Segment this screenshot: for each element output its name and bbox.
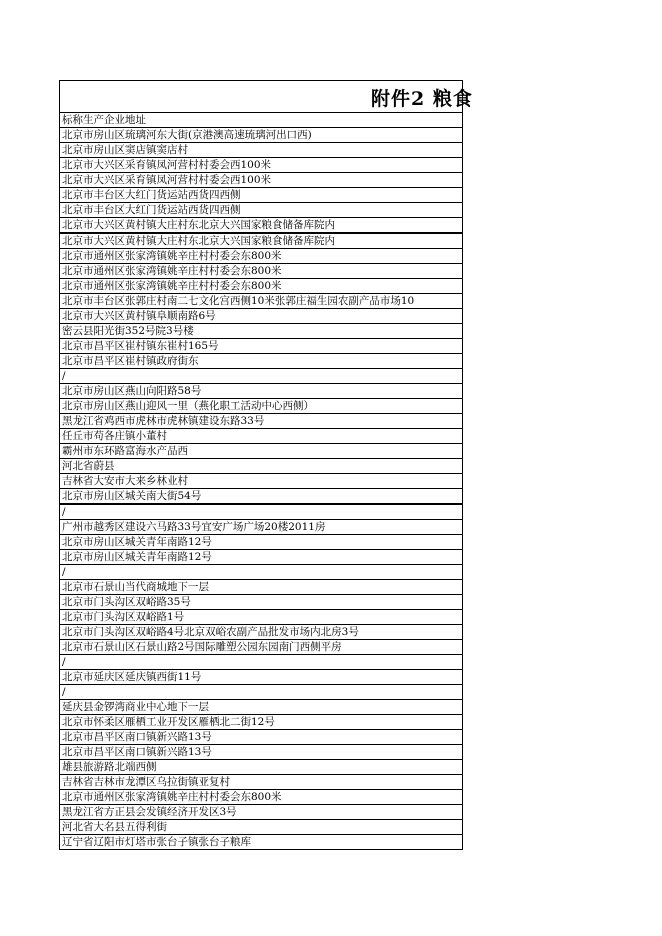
table-row[interactable]: 北京市门头沟区双峪路35号 — [60, 595, 462, 610]
spreadsheet-table — [59, 80, 473, 850]
table-row[interactable]: / — [60, 685, 462, 700]
column-header-address[interactable]: 标称生产企业地址 — [60, 113, 462, 128]
table-row[interactable]: 北京市昌平区崔村镇东崔村165号 — [60, 339, 462, 354]
table-row[interactable]: 北京市大兴区采育镇凤河营村村委会西100米 — [60, 173, 462, 188]
table-row[interactable]: 北京市门头沟区双峪路4号北京双峪农副产品批发市场内北房3号 — [60, 625, 462, 640]
table-row[interactable]: 吉林省吉林市龙潭区乌拉街镇亚复村 — [60, 775, 462, 790]
table-row[interactable]: / — [60, 565, 462, 580]
table-row[interactable]: 北京市昌平区南口镇新兴路13号 — [60, 730, 462, 745]
table-row[interactable]: 北京市房山区城关青年南路12号 — [60, 535, 462, 550]
table-row[interactable]: 北京市昌平区南口镇新兴路13号 — [60, 745, 462, 760]
table-row[interactable]: 北京市门头沟区双峪路1号 — [60, 610, 462, 625]
address-list — [60, 113, 462, 849]
table-row[interactable]: 广州市越秀区建设六马路33号宜安广场广场20楼2011房 — [60, 520, 462, 535]
table-row[interactable]: 北京市大兴区黄村镇大庄村东北京大兴国家粮食储备库院内 — [60, 234, 462, 249]
table-row[interactable]: 北京市怀柔区雁栖工业开发区雁栖北二街12号 — [60, 715, 462, 730]
table-row[interactable]: 霸州市东环路富海水产品西 — [60, 444, 462, 459]
table-row[interactable]: 北京市昌平区崔村镇政府街东 — [60, 354, 462, 369]
table-row[interactable]: 北京市大兴区黄村镇大庄村东北京大兴国家粮食储备库院内 — [60, 218, 462, 234]
table-row[interactable]: 雄县旅游路北端西侧 — [60, 760, 462, 775]
table-row[interactable]: 北京市房山区燕山向阳路58号 — [60, 384, 462, 399]
table-row[interactable]: 北京市丰台区大红门货运站西货四西侧 — [60, 188, 462, 203]
sheet-title: 附件2 粮食 — [371, 88, 473, 110]
table-row[interactable]: 北京市石景山当代商城地下一层 — [60, 580, 462, 595]
table-row[interactable]: 北京市房山区城关南大街54号 — [60, 489, 462, 505]
table-row[interactable]: 北京市大兴区黄村镇阜顺南路6号 — [60, 309, 462, 324]
table-row[interactable]: 密云县阳光街352号院3号楼 — [60, 324, 462, 339]
table-row[interactable]: / — [60, 505, 462, 520]
table-row[interactable]: 辽宁省辽阳市灯塔市张台子镇张台子粮库 — [62, 836, 251, 848]
table-row[interactable]: 河北省大名县五得利街 — [60, 820, 462, 835]
table-row[interactable]: 吉林省大安市大来乡林业村 — [60, 474, 462, 489]
table-row[interactable]: 北京市丰台区大红门货运站西货四西侧 — [60, 203, 462, 218]
table-row[interactable]: 黑龙江省鸡西市虎林市虎林镇建设东路33号 — [60, 414, 462, 429]
table-row[interactable]: 北京市房山区窦店镇窦店村 — [60, 143, 462, 158]
table-row[interactable]: 北京市房山区琉璃河东大街(京港澳高速琉璃河出口西) — [60, 128, 462, 143]
table-row[interactable]: 黑龙江省方正县会发镇经济开发区3号 — [60, 805, 462, 820]
table-row[interactable]: 北京市通州区张家湾镇姚辛庄村村委会东800米 — [60, 264, 462, 279]
title-row — [60, 81, 473, 113]
table-row[interactable]: 北京市石景山区石景山路2号国际雕塑公园东园南门西侧平房 — [60, 640, 462, 655]
table-row[interactable]: 北京市通州区张家湾镇姚辛庄村村委会东800米 — [60, 279, 462, 294]
table-row[interactable]: 北京市通州区张家湾镇姚辛庄村村委会东800米 — [60, 249, 462, 264]
table-row[interactable]: 北京市通州区张家湾镇姚辛庄村村委会东800米 — [60, 790, 462, 805]
table-row[interactable]: 任丘市苟各庄镇小董村 — [60, 429, 462, 444]
table-row[interactable]: 延庆县金锣湾商业中心地下一层 — [60, 700, 462, 715]
table-row[interactable]: / — [60, 369, 462, 384]
table-row[interactable]: 北京市丰台区张郭庄村南二七文化宫西侧10米张郭庄福生园农副产品市场10 — [60, 294, 462, 309]
table-row[interactable]: 北京市延庆区延庆镇西街11号 — [60, 670, 462, 685]
table-row[interactable]: 北京市房山区燕山迎风一里（燕化职工活动中心西侧） — [60, 399, 462, 414]
table-row[interactable]: / — [60, 655, 462, 670]
table-row[interactable]: 北京市房山区城关青年南路12号 — [60, 550, 462, 565]
table-row[interactable]: 河北省蔚县 — [60, 459, 462, 474]
table-row[interactable]: 北京市大兴区采育镇凤河营村村委会西100米 — [60, 158, 462, 173]
